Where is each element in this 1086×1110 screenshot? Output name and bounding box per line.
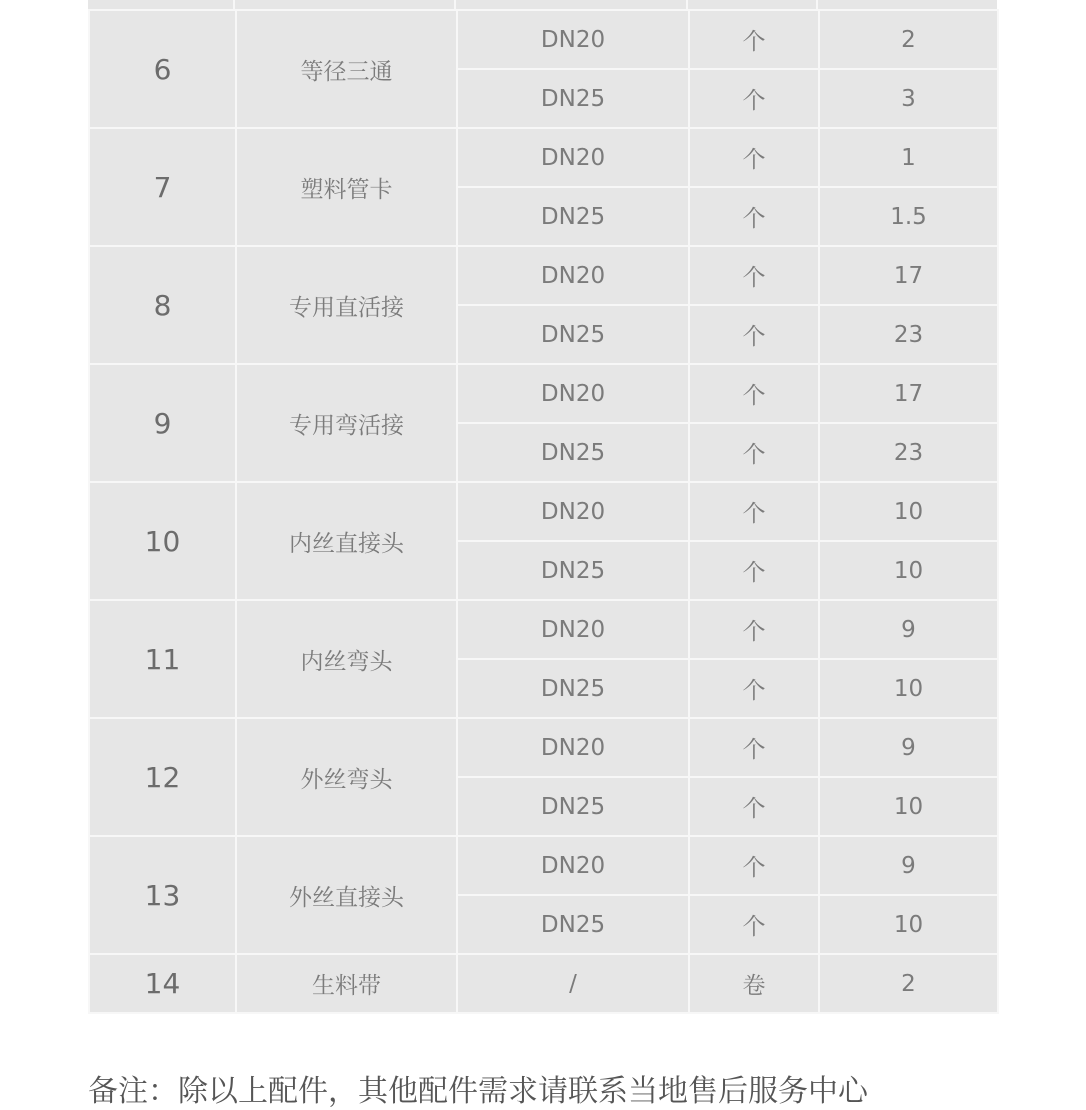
table-row [89, 246, 998, 305]
item-name: 生料带 [236, 954, 457, 1013]
item-unit: 个 [689, 482, 819, 541]
item-spec: DN25 [457, 187, 689, 246]
item-name: 外丝弯头 [236, 718, 457, 836]
table-body [89, 10, 998, 1013]
item-name: 专用弯活接 [236, 364, 457, 482]
item-name: 塑料管卡 [236, 128, 457, 246]
item-unit: 个 [689, 541, 819, 600]
item-unit: 个 [689, 364, 819, 423]
table-row [89, 718, 998, 777]
item-number: 13 [89, 836, 236, 954]
item-spec: DN20 [457, 836, 689, 895]
item-spec: / [457, 954, 689, 1013]
item-spec: DN25 [457, 541, 689, 600]
table-row [89, 10, 998, 69]
table-row [89, 600, 998, 659]
item-spec: DN25 [457, 777, 689, 836]
item-number: 11 [89, 600, 236, 718]
item-price: 1 [819, 128, 998, 187]
table-row [89, 364, 998, 423]
item-spec: DN25 [457, 69, 689, 128]
item-unit: 个 [689, 10, 819, 69]
table-row [89, 836, 998, 895]
item-price: 2 [819, 10, 998, 69]
item-spec: DN20 [457, 364, 689, 423]
item-spec: DN20 [457, 600, 689, 659]
item-spec: DN25 [457, 895, 689, 954]
item-name: 内丝弯头 [236, 600, 457, 718]
item-spec: DN25 [457, 423, 689, 482]
item-spec: DN25 [457, 305, 689, 364]
item-price: 3 [819, 69, 998, 128]
item-number: 12 [89, 718, 236, 836]
table-row [89, 128, 998, 187]
item-price: 2 [819, 954, 998, 1013]
item-price: 23 [819, 423, 998, 482]
table-row [89, 954, 998, 1013]
item-unit: 个 [689, 718, 819, 777]
item-price: 10 [819, 482, 998, 541]
item-unit: 个 [689, 659, 819, 718]
item-unit: 个 [689, 69, 819, 128]
item-number: 7 [89, 128, 236, 246]
item-number: 8 [89, 246, 236, 364]
item-unit: 个 [689, 423, 819, 482]
item-price: 17 [819, 364, 998, 423]
item-number: 14 [89, 954, 236, 1013]
item-number: 9 [89, 364, 236, 482]
item-unit: 卷 [689, 954, 819, 1013]
item-spec: DN20 [457, 246, 689, 305]
item-spec: DN20 [457, 718, 689, 777]
table-top-strip [88, 0, 997, 9]
item-number: 10 [89, 482, 236, 600]
item-unit: 个 [689, 246, 819, 305]
item-unit: 个 [689, 895, 819, 954]
item-unit: 个 [689, 777, 819, 836]
item-unit: 个 [689, 305, 819, 364]
item-price: 9 [819, 600, 998, 659]
item-price: 10 [819, 659, 998, 718]
item-name: 等径三通 [236, 10, 457, 128]
item-spec: DN20 [457, 10, 689, 69]
item-unit: 个 [689, 128, 819, 187]
item-price: 10 [819, 777, 998, 836]
table-row [89, 482, 998, 541]
item-price: 17 [819, 246, 998, 305]
item-price: 10 [819, 541, 998, 600]
item-unit: 个 [689, 836, 819, 895]
item-price: 10 [819, 895, 998, 954]
item-spec: DN20 [457, 482, 689, 541]
item-price: 23 [819, 305, 998, 364]
item-price: 9 [819, 836, 998, 895]
item-spec: DN20 [457, 128, 689, 187]
item-unit: 个 [689, 187, 819, 246]
accessory-price-table [88, 9, 999, 1014]
item-spec: DN25 [457, 659, 689, 718]
footnote: 备注：除以上配件，其他配件需求请联系当地售后服务中心 [88, 1074, 868, 1109]
item-name: 外丝直接头 [236, 836, 457, 954]
item-name: 内丝直接头 [236, 482, 457, 600]
item-unit: 个 [689, 600, 819, 659]
item-number: 6 [89, 10, 236, 128]
item-name: 专用直活接 [236, 246, 457, 364]
item-price: 9 [819, 718, 998, 777]
item-price: 1.5 [819, 187, 998, 246]
